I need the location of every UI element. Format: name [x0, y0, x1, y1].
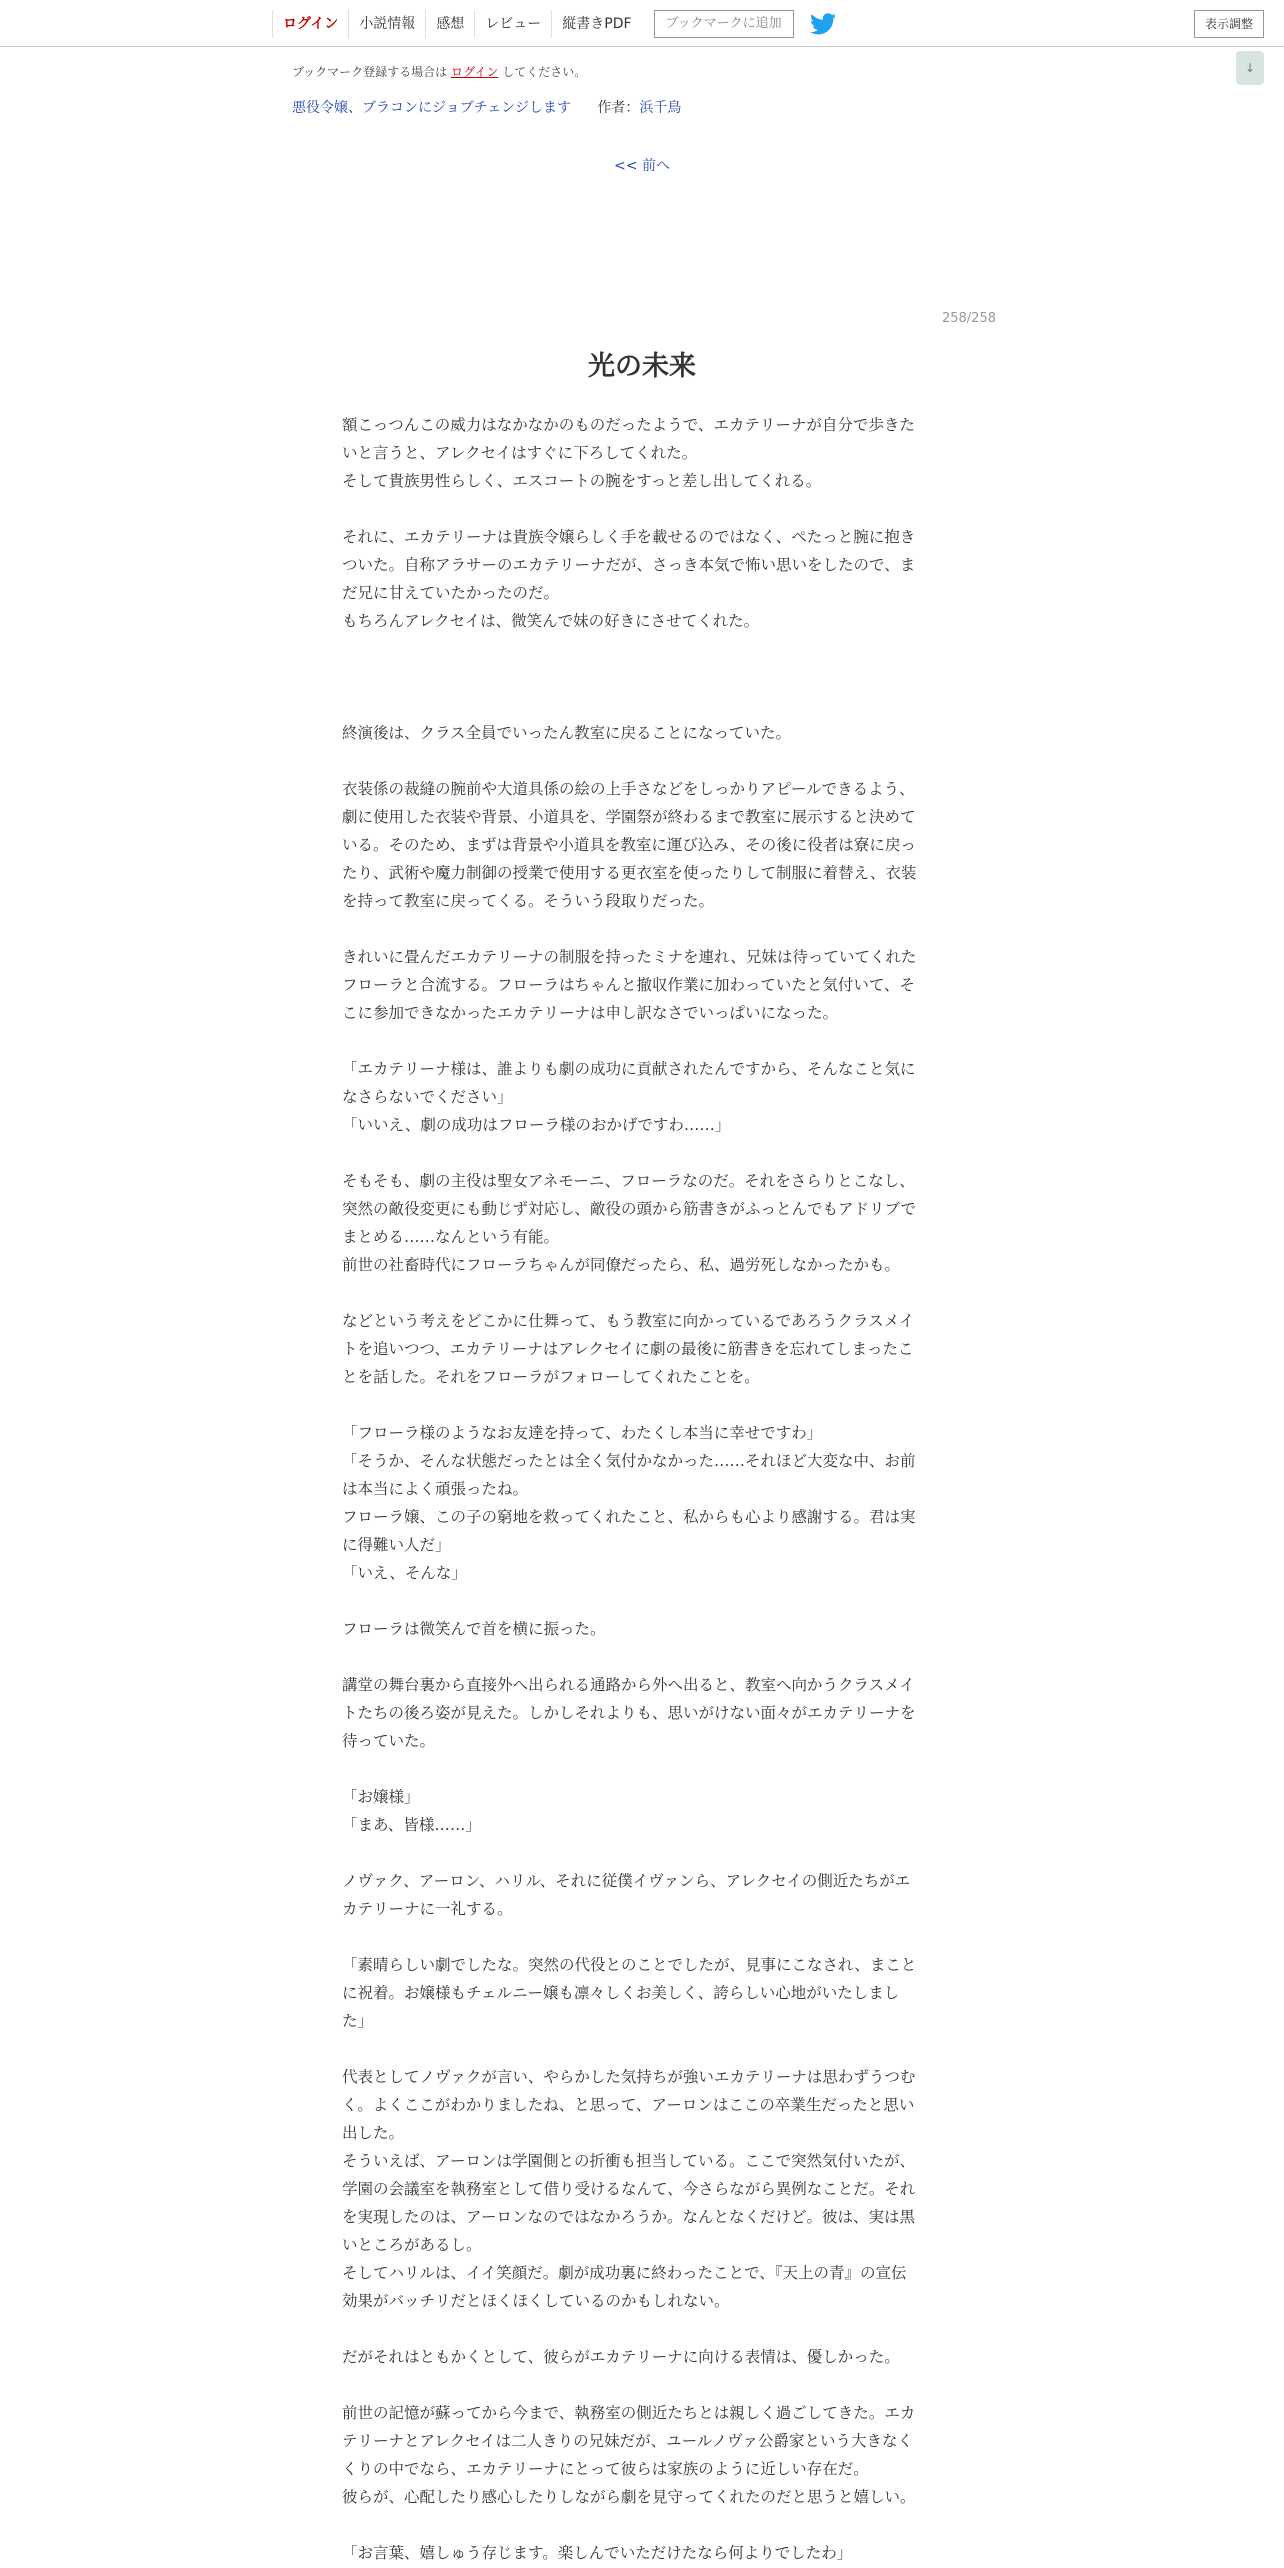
body-line: フローラと合流する。フローラはちゃんと撤収作業に加わっていたと気付いて、そ: [342, 976, 916, 994]
chapter-title: 光の未来: [588, 351, 696, 382]
body-line: を実現したのは、アーロンなのではなかろうか。なんとなくだけど。彼は、実は黒: [342, 2208, 916, 2226]
body-line: そもそも、劇の主役は聖女アネモーニ、フローラなのだ。それをさらりとこなし、: [342, 1172, 915, 1190]
vertical-pdf-link[interactable]: 縦書きPDF: [551, 10, 641, 38]
body-line: 「お言葉、嬉しゅう存じます。楽しんでいただけたなら何よりでしたわ」: [342, 2544, 853, 2562]
body-line: トを追いつつ、エカテリーナはアレクセイに劇の最後に筋書きを忘れてしまったこ: [342, 1340, 914, 1358]
body-line: 講堂の舞台裏から直接外へ出られる通路から外へ出ると、教室へ向かうクラスメイ: [342, 1676, 915, 1694]
bookmark-note-after: してください。: [502, 65, 587, 79]
body-line: [342, 2315, 938, 2343]
page-count: 258/258: [941, 311, 996, 326]
login-link[interactable]: ログイン: [272, 10, 348, 38]
body-line: 「素晴らしい劇でしたな。突然の代役とのことでしたが、見事にこなされ、まこと: [342, 1956, 917, 1974]
bookmark-note-before: ブックマーク登録する場合は: [292, 65, 448, 79]
body-line: フローラは微笑んで首を横に振った。: [342, 1620, 606, 1638]
bookmark-note: [292, 63, 586, 80]
body-line: くりの中でなら、エカテリーナにとって彼らは家族のように近しい存在だ。: [342, 2460, 869, 2478]
body-line: [342, 1839, 938, 1867]
body-line: 「お嬢様」: [342, 1788, 420, 1806]
body-line: とを話した。それをフローラがフォローしてくれたことを。: [342, 1368, 760, 1386]
body-line: た」: [342, 2012, 374, 2030]
novel-info-link[interactable]: 小説情報: [348, 10, 425, 38]
body-line: [342, 1279, 938, 1307]
body-line: だがそれはともかくとして、彼らがエカテリーナに向ける表情は、優しかった。: [342, 2348, 900, 2366]
body-line: [342, 2371, 938, 2399]
body-line: [342, 915, 938, 943]
impressions-link[interactable]: 感想: [425, 10, 474, 38]
body-line: きれいに畳んだエカテリーナの制服を持ったミナを連れ、兄妹は待っていてくれた: [342, 948, 917, 966]
body-line: は本当によく頑張ったね。: [342, 1480, 529, 1498]
novel-body: [342, 411, 938, 2567]
body-line: もちろんアレクセイは、微笑んで妹の好きにさせてくれた。: [342, 612, 760, 630]
bookmark-login-link[interactable]: ログイン: [451, 65, 499, 79]
body-line: 前世の社畜時代にフローラちゃんが同僚だったら、私、過労死しなかったかも。: [342, 1256, 901, 1274]
scroll-down-button[interactable]: ↓: [1236, 51, 1264, 85]
author-label: 作者：: [597, 100, 640, 116]
body-line: 学園の会議室を執務室として借り受けるなんて、今さらながら異例なことだ。それ: [342, 2180, 916, 2198]
display-settings-button[interactable]: 表示調整: [1194, 10, 1264, 38]
add-bookmark-button[interactable]: ブックマークに追加: [654, 10, 794, 38]
body-line: [342, 691, 938, 719]
body-line: [342, 495, 938, 523]
body-line: フローラ嬢、この子の窮地を救ってくれたこと、私からも心より感謝する。君は実: [342, 1508, 916, 1526]
body-line: テリーナとアレクセイは二人きりの兄妹だが、ユールノヴァ公爵家という大きなく: [342, 2432, 914, 2450]
body-line: [342, 1391, 938, 1419]
body-line: [342, 747, 938, 775]
body-line: そういえば、アーロンは学園側との折衝も担当している。ここで突然気付いたが、: [342, 2152, 916, 2170]
twitter-icon[interactable]: [810, 13, 836, 35]
body-line: に祝着。お嬢様もチェルニー嬢も凛々しくお美しく、誇らしい心地がいたしまし: [342, 1984, 900, 2002]
body-line: [342, 1139, 938, 1167]
body-line: に得難い人だ」: [342, 1536, 451, 1554]
body-line: そしてハリルは、イイ笑顔だ。劇が成功裏に終わったことで、『天上の青』の宣伝: [342, 2264, 907, 2282]
body-line: たり、武術や魔力制御の授業で使用する更衣室を使ったりして制服に着替え、衣装: [342, 864, 917, 882]
body-line: そして貴族男性らしく、エスコートの腕をすっと差し出してくれる。: [342, 472, 822, 490]
body-line: だ兄に甘えていたかったのだ。: [342, 584, 560, 602]
body-line: [342, 1643, 938, 1671]
author-link[interactable]: 浜千鳥: [639, 100, 682, 116]
body-line: いところがあるし。: [342, 2236, 482, 2254]
body-line: 劇に使用した衣装や背景、小道具を、学園祭が終わるまで教室に展示すると決めて: [342, 808, 916, 826]
review-link[interactable]: レビュー: [474, 10, 551, 38]
previous-page-link[interactable]: << 前へ: [614, 158, 670, 174]
body-line: [342, 663, 938, 691]
body-line: 出した。: [342, 2124, 405, 2142]
body-line: ノヴァク、アーロン、ハリル、それに従僕イヴァンら、アレクセイの側近たちがエ: [342, 1872, 911, 1890]
body-line: [342, 1923, 938, 1951]
body-line: 代表としてノヴァクが言い、やらかした気持ちが強いエカテリーナは思わずうつむ: [342, 2068, 916, 2086]
body-line: ついた。自称アラサーのエカテリーナだが、さっき本気で怖い思いをしたので、ま: [342, 556, 916, 574]
novel-title-line: [292, 97, 681, 117]
body-line: こに参加できなかったエカテリーナは申し訳なさでいっぱいになった。: [342, 1004, 839, 1022]
novel-title-link[interactable]: 悪役令嬢、ブラコンにジョブチェンジします: [292, 100, 571, 116]
body-line: [342, 1755, 938, 1783]
body-line: 突然の敵役変更にも動じず対応し、敵役の頭から筋書きがふっとんでもアドリブで: [342, 1200, 916, 1218]
body-line: 衣装係の裁縫の腕前や大道具係の絵の上手さなどをしっかりアピールできるよう、: [342, 780, 915, 798]
body-line: 待っていた。: [342, 1732, 436, 1750]
body-line: などという考えをどこかに仕舞って、もう教室に向かっているであろうクラスメイ: [342, 1312, 915, 1330]
body-line: 「まあ、皆様……」: [342, 1816, 481, 1834]
body-line: 「フローラ様のようなお友達を持って、わたくし本当に幸せですわ」: [342, 1424, 823, 1442]
body-line: 「エカテリーナ様は、誰よりも劇の成功に貢献されたんですから、そんなこと気に: [342, 1060, 916, 1078]
body-line: [342, 2035, 938, 2063]
body-line: く。よくここがわかりましたね、と思って、アーロンはここの卒業生だったと思い: [342, 2096, 915, 2114]
body-line: 「いえ、そんな」: [342, 1564, 467, 1582]
body-line: [342, 1027, 938, 1055]
body-line: 額こっつんこの威力はなかなかのものだったようで、エカテリーナが自分で歩きた: [342, 416, 915, 434]
body-line: カテリーナに一礼する。: [342, 1900, 513, 1918]
body-line: トたちの後ろ姿が見えた。しかしそれよりも、思いがけない面々がエカテリーナを: [342, 1704, 916, 1722]
body-line: 効果がバッチリだとほくほくしているのかもしれない。: [342, 2292, 730, 2310]
body-line: いる。そのため、まずは背景や小道具を教室に運び込み、その後に役者は寮に戻っ: [342, 836, 916, 854]
body-line: 終演後は、クラス全員でいったん教室に戻ることになっていた。: [342, 724, 792, 742]
body-line: [342, 1587, 938, 1615]
body-line: 前世の記憶が蘇ってから今まで、執務室の側近たちとは親しく過ごしてきた。エカ: [342, 2404, 916, 2422]
body-line: を持って教室に戻ってくる。そういう段取りだった。: [342, 892, 715, 910]
top-navigation-bar: [0, 0, 1284, 47]
body-line: 「そうか、そんな状態だったとは全く気付かなかった……それほど大変な中、お前: [342, 1452, 916, 1470]
body-line: 「いいえ、劇の成功はフローラ様のおかげですわ……」: [342, 1116, 731, 1134]
body-line: [342, 2511, 938, 2539]
body-line: まとめる……なんという有能。: [342, 1228, 560, 1246]
header-nav: [272, 10, 836, 38]
body-line: いと言うと、アレクセイはすぐに下ろしてくれた。: [342, 444, 698, 462]
body-line: それに、エカテリーナは貴族令嬢らしく手を載せるのではなく、ぺたっと腕に抱き: [342, 528, 916, 546]
body-line: 彼らが、心配したり感心したりしながら劇を見守ってくれたのだと思うと嬉しい。: [342, 2488, 916, 2506]
body-line: [342, 635, 938, 663]
body-line: なさらないでください」: [342, 1088, 513, 1106]
